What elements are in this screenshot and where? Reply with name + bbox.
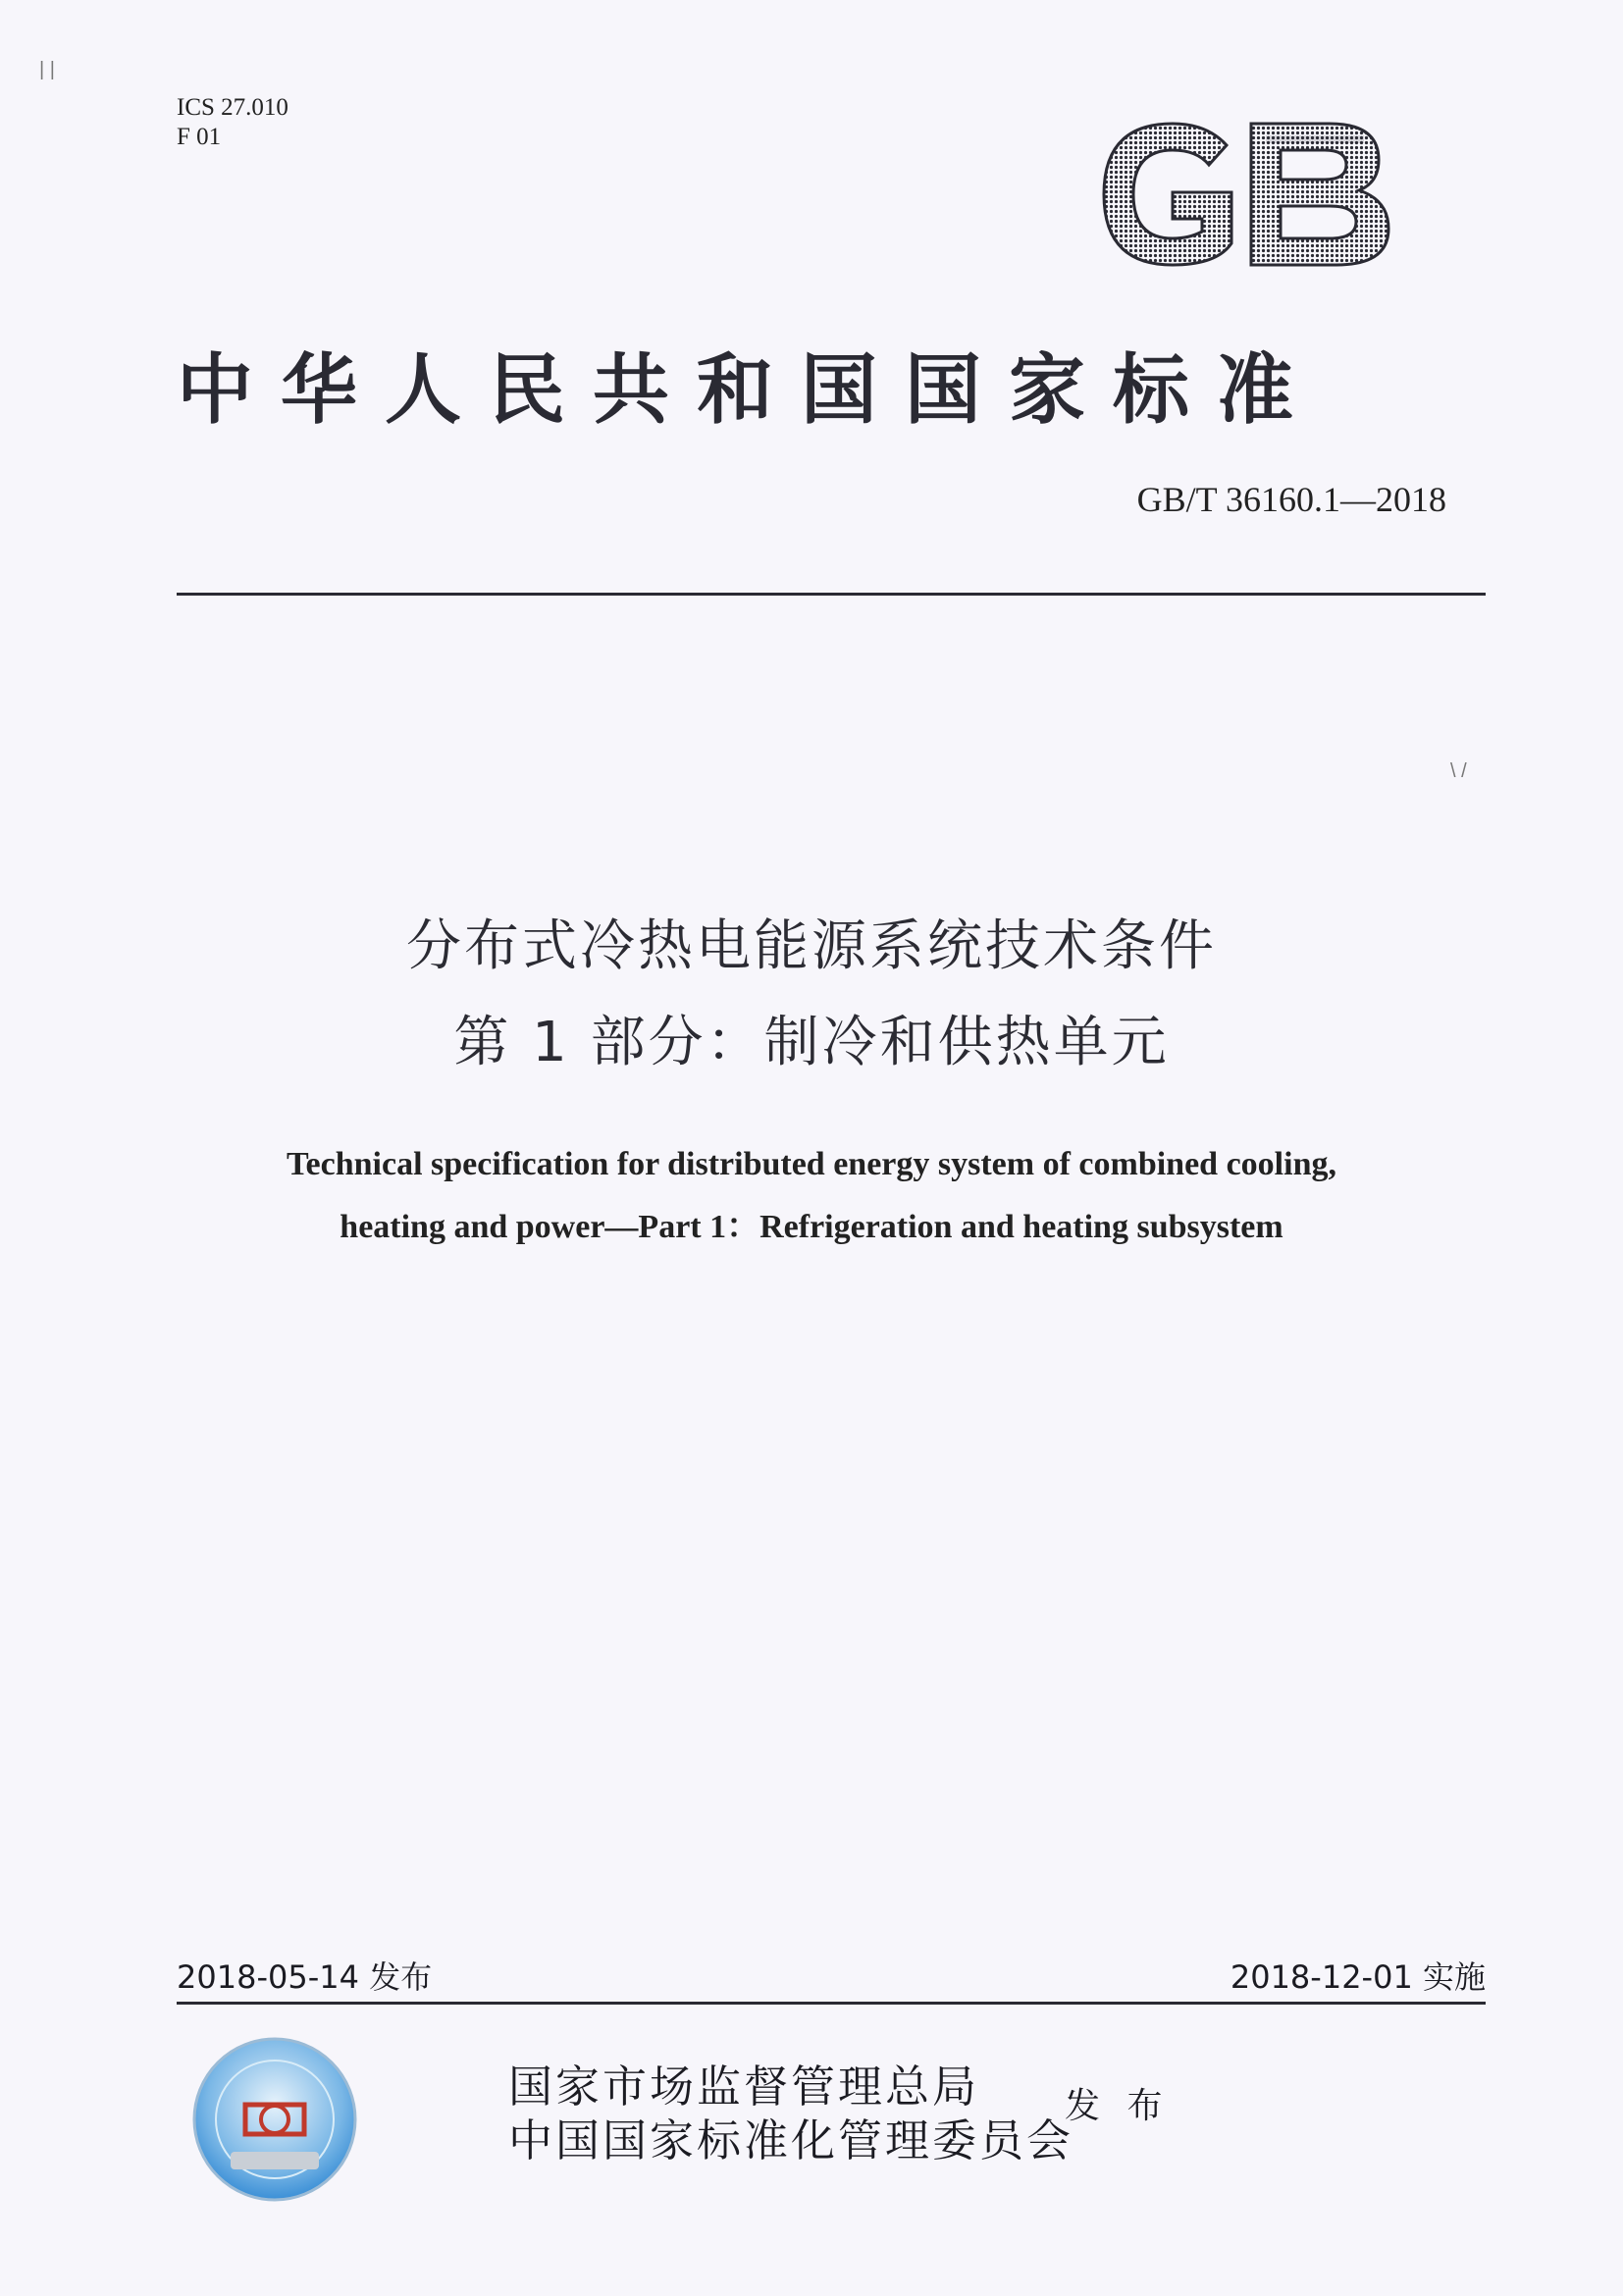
english-title-line-2: heating and power—Part 1：Refrigeration and heating subsystem [340,1209,1283,1245]
chinese-title-line-2: 第 1 部分：制冷和供热单元 [453,1011,1170,1074]
scan-mark: \ / [1450,760,1467,782]
header-divider [177,593,1486,596]
implementation-date: 2018-12-01 实施 [1230,1958,1486,1996]
ccs-code: F 01 [177,124,222,150]
issuer-line-2: 中国国家标准化管理委员会 [508,2114,1074,2166]
publish-label: 发 布 [1065,2086,1171,2126]
scan-mark: | | [39,59,55,80]
standard-type-title: 中华人民共和国国家标准 [177,345,1322,435]
issue-date: 2018-05-14 发布 [177,1958,433,1996]
standard-number: GB/T 36160.1—2018 [1136,480,1446,519]
issuer-line-1: 国家市场监督管理总局 [508,2061,980,2113]
gb-logo-icon [1079,116,1403,273]
english-title-line-1: Technical specification for distributed energy system of combined cooling, [286,1146,1336,1182]
classification-codes [177,93,288,152]
footer-divider [177,2002,1486,2005]
ics-code: ICS 27.010 [177,94,288,121]
anti-counterfeit-seal-icon [191,2036,358,2203]
chinese-title-line-1: 分布式冷热电能源系统技术条件 [406,914,1217,978]
